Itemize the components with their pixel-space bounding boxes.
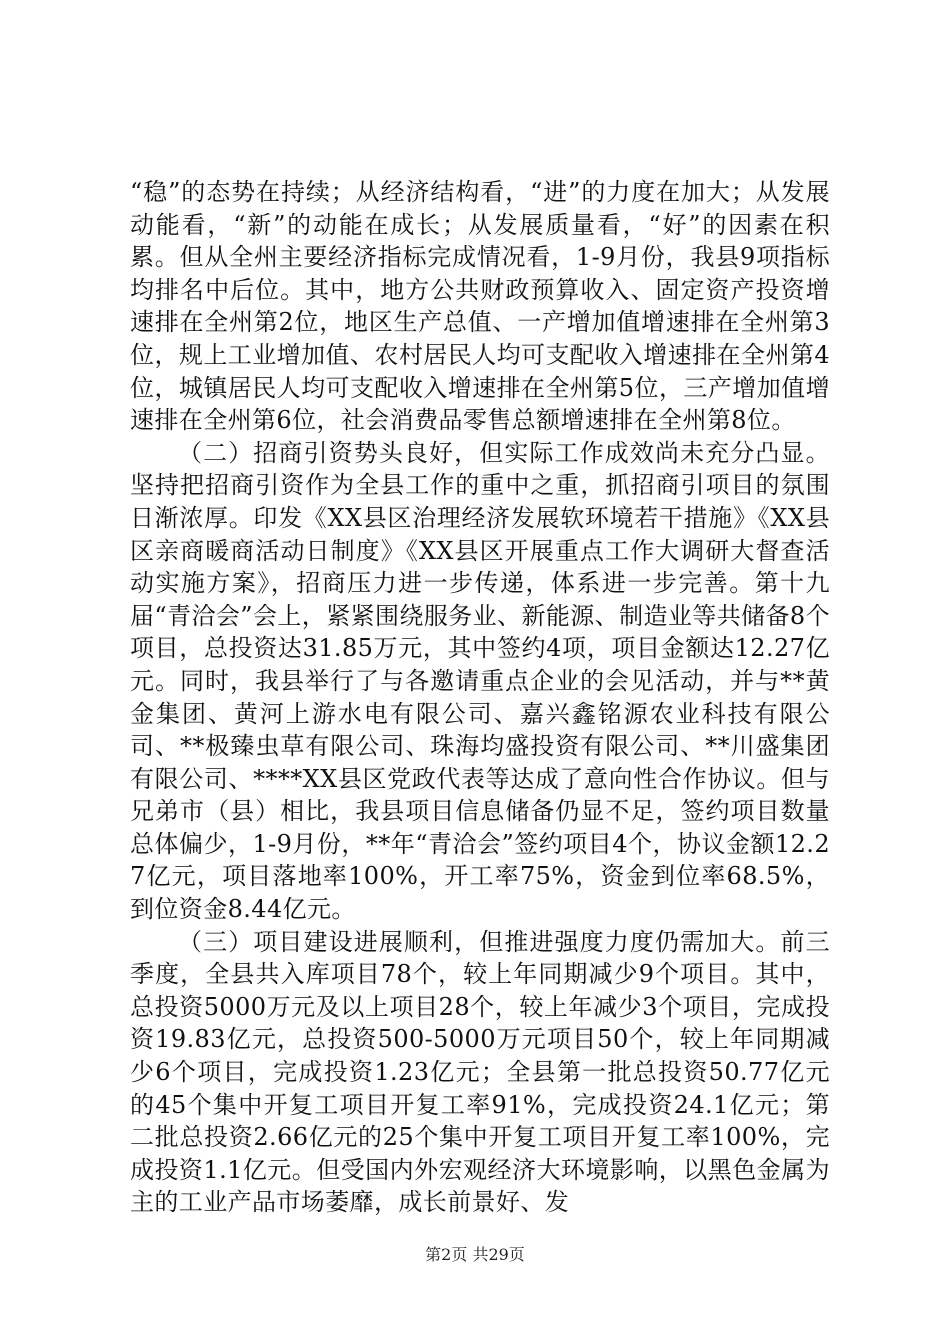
page-footer: 第2页 共29页 bbox=[425, 1245, 525, 1264]
paragraph-investment-attraction: （二）招商引资势头良好，但实际工作成效尚未充分凸显。坚持把招商引资作为全县工作的重中之重，抓招商引项目的氛围日渐浓厚。印发《XX县区治理经济发展软环境若干措施》《XX县区亲商暖商活动日制度》《XX县区开展重点工作大调研大督查活动实施方案》，招商压力进一步传递，体系进一步完善。第十九届“青洽会”会上，紧紧围绕服务业、新能源、制造业等共储备8个项目，总投资达31.85万元，其中签约4项，项目金额达12.27亿元。同时，我县举行了与各邀请重点企业的会见活动，并与**黄金集团、黄河上游水电有限公司、嘉兴鑫铭源农业科技有限公司、**极臻虫草有限公司、珠海均盛投资有限公司、**川盛集团有限公司、****XX县区党政代表等达成了意向性合作协议。但与兄弟市（县）相比，我县项目信息储备仍显不足，签约项目数量总体偏少，1-9月份，**年“青洽会”签约项目4个，协议金额12.27亿元，项目落地率100%，开工率75%，资金到位率68.5%，到位资金8.44亿元。 bbox=[130, 438, 830, 924]
document-body bbox=[130, 176, 830, 1219]
paragraph-economy-indicators: “稳”的态势在持续；从经济结构看，“进”的力度在加大；从发展动能看，“新”的动能在成长；从发展质量看，“好”的因素在积累。但从全州主要经济指标完成情况看，1-9月份，我县9项指标均排名中后位。其中，地方公共财政预算收入、固定资产投资增速排在全州第2位，地区生产总值、一产增加值增速排在全州第3位，规上工业增加值、农村居民人均可支配收入增速排在全州第4位，城镇居民人均可支配收入增速排在全州第5位，三产增加值增速排在全州第6位，社会消费品零售总额增速排在全州第8位。 bbox=[130, 178, 830, 435]
paragraph-project-construction: （三）项目建设进展顺利，但推进强度力度仍需加大。前三季度，全县共入库项目78个，较上年同期减少9个项目。其中，总投资5000万元及以上项目28个，较上年减少3个项目，完成投资19.83亿元，总投资500-5000万元项目50个，较上年同期减少6个项目，完成投资1.23亿元；全县第一批总投资50.77亿元的45个集中开复工项目开复工率91%，完成投资24.1亿元；第二批总投资2.66亿元的25个集中开复工项目开复工率100%，完成投资1.1亿元。但受国内外宏观经济大环境影响，以黑色金属为主的工业产品市场萎靡，成长前景好、发 bbox=[130, 927, 830, 1217]
